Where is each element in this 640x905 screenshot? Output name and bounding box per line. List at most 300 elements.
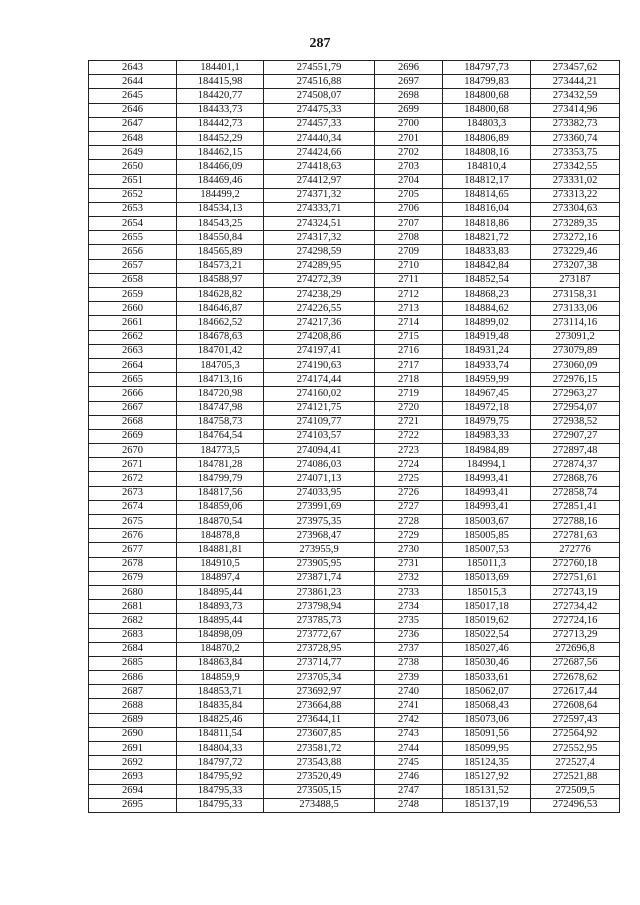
point-number-cell: 2733: [375, 585, 443, 599]
x-coordinate-cell: 185027,46: [443, 642, 531, 656]
point-number-cell: 2668: [89, 415, 177, 429]
x-coordinate-cell: 184565,89: [177, 245, 264, 259]
x-coordinate-cell: 184859,06: [177, 500, 264, 514]
y-coordinate-cell: 274324,51: [264, 217, 375, 231]
table-row: [89, 89, 620, 103]
point-number-cell: 2657: [89, 259, 177, 273]
point-number-cell: 2714: [375, 316, 443, 330]
point-number-cell: 2697: [375, 75, 443, 89]
x-coordinate-cell: 185073,06: [443, 713, 531, 727]
x-coordinate-cell: 184899,02: [443, 316, 531, 330]
point-number-cell: 2716: [375, 344, 443, 358]
x-coordinate-cell: 184993,41: [443, 472, 531, 486]
x-coordinate-cell: 184773,5: [177, 444, 264, 458]
table-row: [89, 656, 620, 670]
x-coordinate-cell: 184910,5: [177, 557, 264, 571]
y-coordinate-cell: 273905,95: [264, 557, 375, 571]
y-coordinate-cell: 274094,41: [264, 444, 375, 458]
y-coordinate-cell: 273772,67: [264, 628, 375, 642]
point-number-cell: 2681: [89, 600, 177, 614]
y-coordinate-cell: 274226,55: [264, 302, 375, 316]
table-row: [89, 770, 620, 784]
x-coordinate-cell: 185007,53: [443, 543, 531, 557]
x-coordinate-cell: 184895,44: [177, 585, 264, 599]
x-coordinate-cell: 184833,83: [443, 245, 531, 259]
x-coordinate-cell: 184868,23: [443, 288, 531, 302]
point-number-cell: 2736: [375, 628, 443, 642]
point-number-cell: 2693: [89, 770, 177, 784]
x-coordinate-cell: 184678,63: [177, 330, 264, 344]
y-coordinate-cell: 274516,88: [264, 75, 375, 89]
y-coordinate-cell: 273444,21: [531, 75, 620, 89]
y-coordinate-cell: 273728,95: [264, 642, 375, 656]
point-number-cell: 2742: [375, 713, 443, 727]
x-coordinate-cell: 184984,89: [443, 444, 531, 458]
table-row: [89, 358, 620, 372]
x-coordinate-cell: 184466,09: [177, 160, 264, 174]
point-number-cell: 2706: [375, 202, 443, 216]
point-number-cell: 2695: [89, 798, 177, 812]
x-coordinate-cell: 184810,4: [443, 160, 531, 174]
table-row: [89, 472, 620, 486]
x-coordinate-cell: 184628,82: [177, 288, 264, 302]
x-coordinate-cell: 185015,3: [443, 585, 531, 599]
point-number-cell: 2656: [89, 245, 177, 259]
point-number-cell: 2734: [375, 600, 443, 614]
x-coordinate-cell: 184898,09: [177, 628, 264, 642]
point-number-cell: 2643: [89, 61, 177, 75]
y-coordinate-cell: 273207,38: [531, 259, 620, 273]
table-row: [89, 543, 620, 557]
x-coordinate-cell: 184499,2: [177, 188, 264, 202]
coordinates-table-body: [89, 61, 620, 813]
table-row: [89, 529, 620, 543]
table-row: [89, 174, 620, 188]
x-coordinate-cell: 184870,2: [177, 642, 264, 656]
y-coordinate-cell: 272976,15: [531, 373, 620, 387]
x-coordinate-cell: 184835,84: [177, 699, 264, 713]
y-coordinate-cell: 273607,85: [264, 727, 375, 741]
x-coordinate-cell: 185019,62: [443, 614, 531, 628]
point-number-cell: 2684: [89, 642, 177, 656]
y-coordinate-cell: 273353,75: [531, 146, 620, 160]
y-coordinate-cell: 273968,47: [264, 529, 375, 543]
table-row: [89, 259, 620, 273]
x-coordinate-cell: 184919,48: [443, 330, 531, 344]
point-number-cell: 2732: [375, 571, 443, 585]
point-number-cell: 2713: [375, 302, 443, 316]
x-coordinate-cell: 184797,72: [177, 756, 264, 770]
x-coordinate-cell: 184720,98: [177, 387, 264, 401]
table-row: [89, 486, 620, 500]
x-coordinate-cell: 185137,19: [443, 798, 531, 812]
y-coordinate-cell: 272724,16: [531, 614, 620, 628]
point-number-cell: 2728: [375, 515, 443, 529]
y-coordinate-cell: 274424,66: [264, 146, 375, 160]
point-number-cell: 2654: [89, 217, 177, 231]
table-row: [89, 742, 620, 756]
point-number-cell: 2704: [375, 174, 443, 188]
y-coordinate-cell: 272617,44: [531, 685, 620, 699]
y-coordinate-cell: 272760,18: [531, 557, 620, 571]
point-number-cell: 2735: [375, 614, 443, 628]
point-number-cell: 2702: [375, 146, 443, 160]
x-coordinate-cell: 184842,84: [443, 259, 531, 273]
point-number-cell: 2690: [89, 727, 177, 741]
y-coordinate-cell: 274174,44: [264, 373, 375, 387]
x-coordinate-cell: 184415,98: [177, 75, 264, 89]
point-number-cell: 2688: [89, 699, 177, 713]
point-number-cell: 2645: [89, 89, 177, 103]
table-row: [89, 288, 620, 302]
x-coordinate-cell: 184814,65: [443, 188, 531, 202]
y-coordinate-cell: 272781,63: [531, 529, 620, 543]
point-number-cell: 2720: [375, 401, 443, 415]
point-number-cell: 2724: [375, 458, 443, 472]
point-number-cell: 2741: [375, 699, 443, 713]
x-coordinate-cell: 184959,99: [443, 373, 531, 387]
table-row: [89, 61, 620, 75]
x-coordinate-cell: 184878,8: [177, 529, 264, 543]
x-coordinate-cell: 185005,85: [443, 529, 531, 543]
table-row: [89, 784, 620, 798]
y-coordinate-cell: 272776: [531, 543, 620, 557]
y-coordinate-cell: 274272,39: [264, 273, 375, 287]
y-coordinate-cell: 272552,95: [531, 742, 620, 756]
x-coordinate-cell: 184994,1: [443, 458, 531, 472]
y-coordinate-cell: 273079,89: [531, 344, 620, 358]
table-row: [89, 316, 620, 330]
point-number-cell: 2729: [375, 529, 443, 543]
table-row: [89, 727, 620, 741]
x-coordinate-cell: 184931,24: [443, 344, 531, 358]
y-coordinate-cell: 273114,16: [531, 316, 620, 330]
x-coordinate-cell: 184713,16: [177, 373, 264, 387]
x-coordinate-cell: 184795,33: [177, 798, 264, 812]
y-coordinate-cell: 272687,56: [531, 656, 620, 670]
table-row: [89, 188, 620, 202]
y-coordinate-cell: 273187: [531, 273, 620, 287]
x-coordinate-cell: 184420,77: [177, 89, 264, 103]
table-row: [89, 245, 620, 259]
table-row: [89, 515, 620, 529]
table-row: [89, 160, 620, 174]
y-coordinate-cell: 273133,06: [531, 302, 620, 316]
y-coordinate-cell: 273705,34: [264, 671, 375, 685]
y-coordinate-cell: 273871,74: [264, 571, 375, 585]
point-number-cell: 2687: [89, 685, 177, 699]
y-coordinate-cell: 274333,71: [264, 202, 375, 216]
y-coordinate-cell: 272874,37: [531, 458, 620, 472]
x-coordinate-cell: 184852,54: [443, 273, 531, 287]
point-number-cell: 2649: [89, 146, 177, 160]
table-row: [89, 202, 620, 216]
point-number-cell: 2659: [89, 288, 177, 302]
y-coordinate-cell: 274508,07: [264, 89, 375, 103]
x-coordinate-cell: 184817,56: [177, 486, 264, 500]
y-coordinate-cell: 273975,35: [264, 515, 375, 529]
point-number-cell: 2711: [375, 273, 443, 287]
y-coordinate-cell: 272907,27: [531, 429, 620, 443]
table-row: [89, 571, 620, 585]
x-coordinate-cell: 184462,15: [177, 146, 264, 160]
point-number-cell: 2715: [375, 330, 443, 344]
x-coordinate-cell: 184821,72: [443, 231, 531, 245]
point-number-cell: 2709: [375, 245, 443, 259]
x-coordinate-cell: 185091,56: [443, 727, 531, 741]
y-coordinate-cell: 274086,03: [264, 458, 375, 472]
x-coordinate-cell: 184646,87: [177, 302, 264, 316]
table-row: [89, 117, 620, 131]
point-number-cell: 2651: [89, 174, 177, 188]
point-number-cell: 2670: [89, 444, 177, 458]
y-coordinate-cell: 274109,77: [264, 415, 375, 429]
point-number-cell: 2705: [375, 188, 443, 202]
x-coordinate-cell: 185127,92: [443, 770, 531, 784]
y-coordinate-cell: 274071,13: [264, 472, 375, 486]
y-coordinate-cell: 272751,61: [531, 571, 620, 585]
point-number-cell: 2723: [375, 444, 443, 458]
point-number-cell: 2646: [89, 103, 177, 117]
point-number-cell: 2747: [375, 784, 443, 798]
y-coordinate-cell: 273692,97: [264, 685, 375, 699]
x-coordinate-cell: 184795,33: [177, 784, 264, 798]
y-coordinate-cell: 274160,02: [264, 387, 375, 401]
x-coordinate-cell: 184573,21: [177, 259, 264, 273]
table-row: [89, 146, 620, 160]
point-number-cell: 2718: [375, 373, 443, 387]
y-coordinate-cell: 272858,74: [531, 486, 620, 500]
y-coordinate-cell: 274457,33: [264, 117, 375, 131]
y-coordinate-cell: 272963,27: [531, 387, 620, 401]
x-coordinate-cell: 184893,73: [177, 600, 264, 614]
y-coordinate-cell: 274475,33: [264, 103, 375, 117]
y-coordinate-cell: 272897,48: [531, 444, 620, 458]
table-row: [89, 103, 620, 117]
x-coordinate-cell: 184806,89: [443, 131, 531, 145]
table-row: [89, 614, 620, 628]
y-coordinate-cell: 273304,63: [531, 202, 620, 216]
x-coordinate-cell: 184853,71: [177, 685, 264, 699]
y-coordinate-cell: 273991,69: [264, 500, 375, 514]
table-row: [89, 713, 620, 727]
point-number-cell: 2708: [375, 231, 443, 245]
point-number-cell: 2664: [89, 358, 177, 372]
table-row: [89, 557, 620, 571]
y-coordinate-cell: 273581,72: [264, 742, 375, 756]
point-number-cell: 2738: [375, 656, 443, 670]
y-coordinate-cell: 274217,36: [264, 316, 375, 330]
y-coordinate-cell: 273861,23: [264, 585, 375, 599]
x-coordinate-cell: 184967,45: [443, 387, 531, 401]
y-coordinate-cell: 273714,77: [264, 656, 375, 670]
point-number-cell: 2698: [375, 89, 443, 103]
point-number-cell: 2726: [375, 486, 443, 500]
x-coordinate-cell: 184979,75: [443, 415, 531, 429]
y-coordinate-cell: 274190,63: [264, 358, 375, 372]
point-number-cell: 2743: [375, 727, 443, 741]
y-coordinate-cell: 274238,29: [264, 288, 375, 302]
table-row: [89, 429, 620, 443]
point-number-cell: 2740: [375, 685, 443, 699]
x-coordinate-cell: 185030,46: [443, 656, 531, 670]
x-coordinate-cell: 184550,84: [177, 231, 264, 245]
x-coordinate-cell: 184701,42: [177, 344, 264, 358]
y-coordinate-cell: 272954,07: [531, 401, 620, 415]
y-coordinate-cell: 272608,64: [531, 699, 620, 713]
table-row: [89, 642, 620, 656]
y-coordinate-cell: 272597,43: [531, 713, 620, 727]
y-coordinate-cell: 273360,74: [531, 131, 620, 145]
y-coordinate-cell: 272496,53: [531, 798, 620, 812]
point-number-cell: 2696: [375, 61, 443, 75]
point-number-cell: 2662: [89, 330, 177, 344]
y-coordinate-cell: 272788,16: [531, 515, 620, 529]
y-coordinate-cell: 274121,75: [264, 401, 375, 415]
x-coordinate-cell: 184812,17: [443, 174, 531, 188]
table-row: [89, 756, 620, 770]
point-number-cell: 2680: [89, 585, 177, 599]
point-number-cell: 2682: [89, 614, 177, 628]
point-number-cell: 2644: [89, 75, 177, 89]
x-coordinate-cell: 184983,33: [443, 429, 531, 443]
table-row: [89, 600, 620, 614]
y-coordinate-cell: 272938,52: [531, 415, 620, 429]
x-coordinate-cell: 184897,4: [177, 571, 264, 585]
x-coordinate-cell: 184747,98: [177, 401, 264, 415]
x-coordinate-cell: 184401,1: [177, 61, 264, 75]
point-number-cell: 2667: [89, 401, 177, 415]
point-number-cell: 2719: [375, 387, 443, 401]
table-row: [89, 699, 620, 713]
y-coordinate-cell: 274197,41: [264, 344, 375, 358]
x-coordinate-cell: 184799,79: [177, 472, 264, 486]
point-number-cell: 2679: [89, 571, 177, 585]
x-coordinate-cell: 184933,74: [443, 358, 531, 372]
y-coordinate-cell: 272868,76: [531, 472, 620, 486]
y-coordinate-cell: 273457,62: [531, 61, 620, 75]
point-number-cell: 2721: [375, 415, 443, 429]
x-coordinate-cell: 184816,04: [443, 202, 531, 216]
table-row: [89, 415, 620, 429]
point-number-cell: 2683: [89, 628, 177, 642]
y-coordinate-cell: 273272,16: [531, 231, 620, 245]
point-number-cell: 2675: [89, 515, 177, 529]
point-number-cell: 2676: [89, 529, 177, 543]
x-coordinate-cell: 184469,46: [177, 174, 264, 188]
y-coordinate-cell: 273289,35: [531, 217, 620, 231]
x-coordinate-cell: 185022,54: [443, 628, 531, 642]
table-row: [89, 75, 620, 89]
y-coordinate-cell: 274289,95: [264, 259, 375, 273]
point-number-cell: 2665: [89, 373, 177, 387]
table-row: [89, 444, 620, 458]
point-number-cell: 2677: [89, 543, 177, 557]
point-number-cell: 2672: [89, 472, 177, 486]
x-coordinate-cell: 185013,69: [443, 571, 531, 585]
y-coordinate-cell: 272564,92: [531, 727, 620, 741]
x-coordinate-cell: 184895,44: [177, 614, 264, 628]
y-coordinate-cell: 274412,97: [264, 174, 375, 188]
x-coordinate-cell: 184452,29: [177, 131, 264, 145]
y-coordinate-cell: 274298,59: [264, 245, 375, 259]
point-number-cell: 2652: [89, 188, 177, 202]
x-coordinate-cell: 184543,25: [177, 217, 264, 231]
point-number-cell: 2647: [89, 117, 177, 131]
x-coordinate-cell: 184797,73: [443, 61, 531, 75]
x-coordinate-cell: 185011,3: [443, 557, 531, 571]
y-coordinate-cell: 272734,42: [531, 600, 620, 614]
y-coordinate-cell: 273798,94: [264, 600, 375, 614]
point-number-cell: 2660: [89, 302, 177, 316]
point-number-cell: 2663: [89, 344, 177, 358]
point-number-cell: 2671: [89, 458, 177, 472]
x-coordinate-cell: 184859,9: [177, 671, 264, 685]
x-coordinate-cell: 185131,52: [443, 784, 531, 798]
point-number-cell: 2692: [89, 756, 177, 770]
table-row: [89, 231, 620, 245]
point-number-cell: 2685: [89, 656, 177, 670]
point-number-cell: 2712: [375, 288, 443, 302]
x-coordinate-cell: 184811,54: [177, 727, 264, 741]
y-coordinate-cell: 274317,32: [264, 231, 375, 245]
y-coordinate-cell: 273785,73: [264, 614, 375, 628]
table-row: [89, 685, 620, 699]
point-number-cell: 2748: [375, 798, 443, 812]
point-number-cell: 2694: [89, 784, 177, 798]
point-number-cell: 2678: [89, 557, 177, 571]
y-coordinate-cell: 273664,88: [264, 699, 375, 713]
point-number-cell: 2699: [375, 103, 443, 117]
table-row: [89, 401, 620, 415]
x-coordinate-cell: 184799,83: [443, 75, 531, 89]
point-number-cell: 2717: [375, 358, 443, 372]
table-row: [89, 458, 620, 472]
table-row: [89, 302, 620, 316]
table-row: [89, 628, 620, 642]
x-coordinate-cell: 184800,68: [443, 103, 531, 117]
y-coordinate-cell: 273060,09: [531, 358, 620, 372]
x-coordinate-cell: 184884,62: [443, 302, 531, 316]
point-number-cell: 2658: [89, 273, 177, 287]
x-coordinate-cell: 184800,68: [443, 89, 531, 103]
table-row: [89, 671, 620, 685]
y-coordinate-cell: 273342,55: [531, 160, 620, 174]
x-coordinate-cell: 184758,73: [177, 415, 264, 429]
point-number-cell: 2686: [89, 671, 177, 685]
y-coordinate-cell: 273505,15: [264, 784, 375, 798]
point-number-cell: 2691: [89, 742, 177, 756]
point-number-cell: 2703: [375, 160, 443, 174]
x-coordinate-cell: 184705,3: [177, 358, 264, 372]
x-coordinate-cell: 184803,3: [443, 117, 531, 131]
point-number-cell: 2707: [375, 217, 443, 231]
point-number-cell: 2653: [89, 202, 177, 216]
y-coordinate-cell: 273414,96: [531, 103, 620, 117]
point-number-cell: 2666: [89, 387, 177, 401]
x-coordinate-cell: 184972,18: [443, 401, 531, 415]
y-coordinate-cell: 272743,19: [531, 585, 620, 599]
coordinates-table: [88, 60, 620, 813]
x-coordinate-cell: 185068,43: [443, 699, 531, 713]
x-coordinate-cell: 184993,41: [443, 500, 531, 514]
x-coordinate-cell: 184808,16: [443, 146, 531, 160]
x-coordinate-cell: 185033,61: [443, 671, 531, 685]
y-coordinate-cell: 273382,73: [531, 117, 620, 131]
y-coordinate-cell: 272521,88: [531, 770, 620, 784]
y-coordinate-cell: 273488,5: [264, 798, 375, 812]
point-number-cell: 2710: [375, 259, 443, 273]
